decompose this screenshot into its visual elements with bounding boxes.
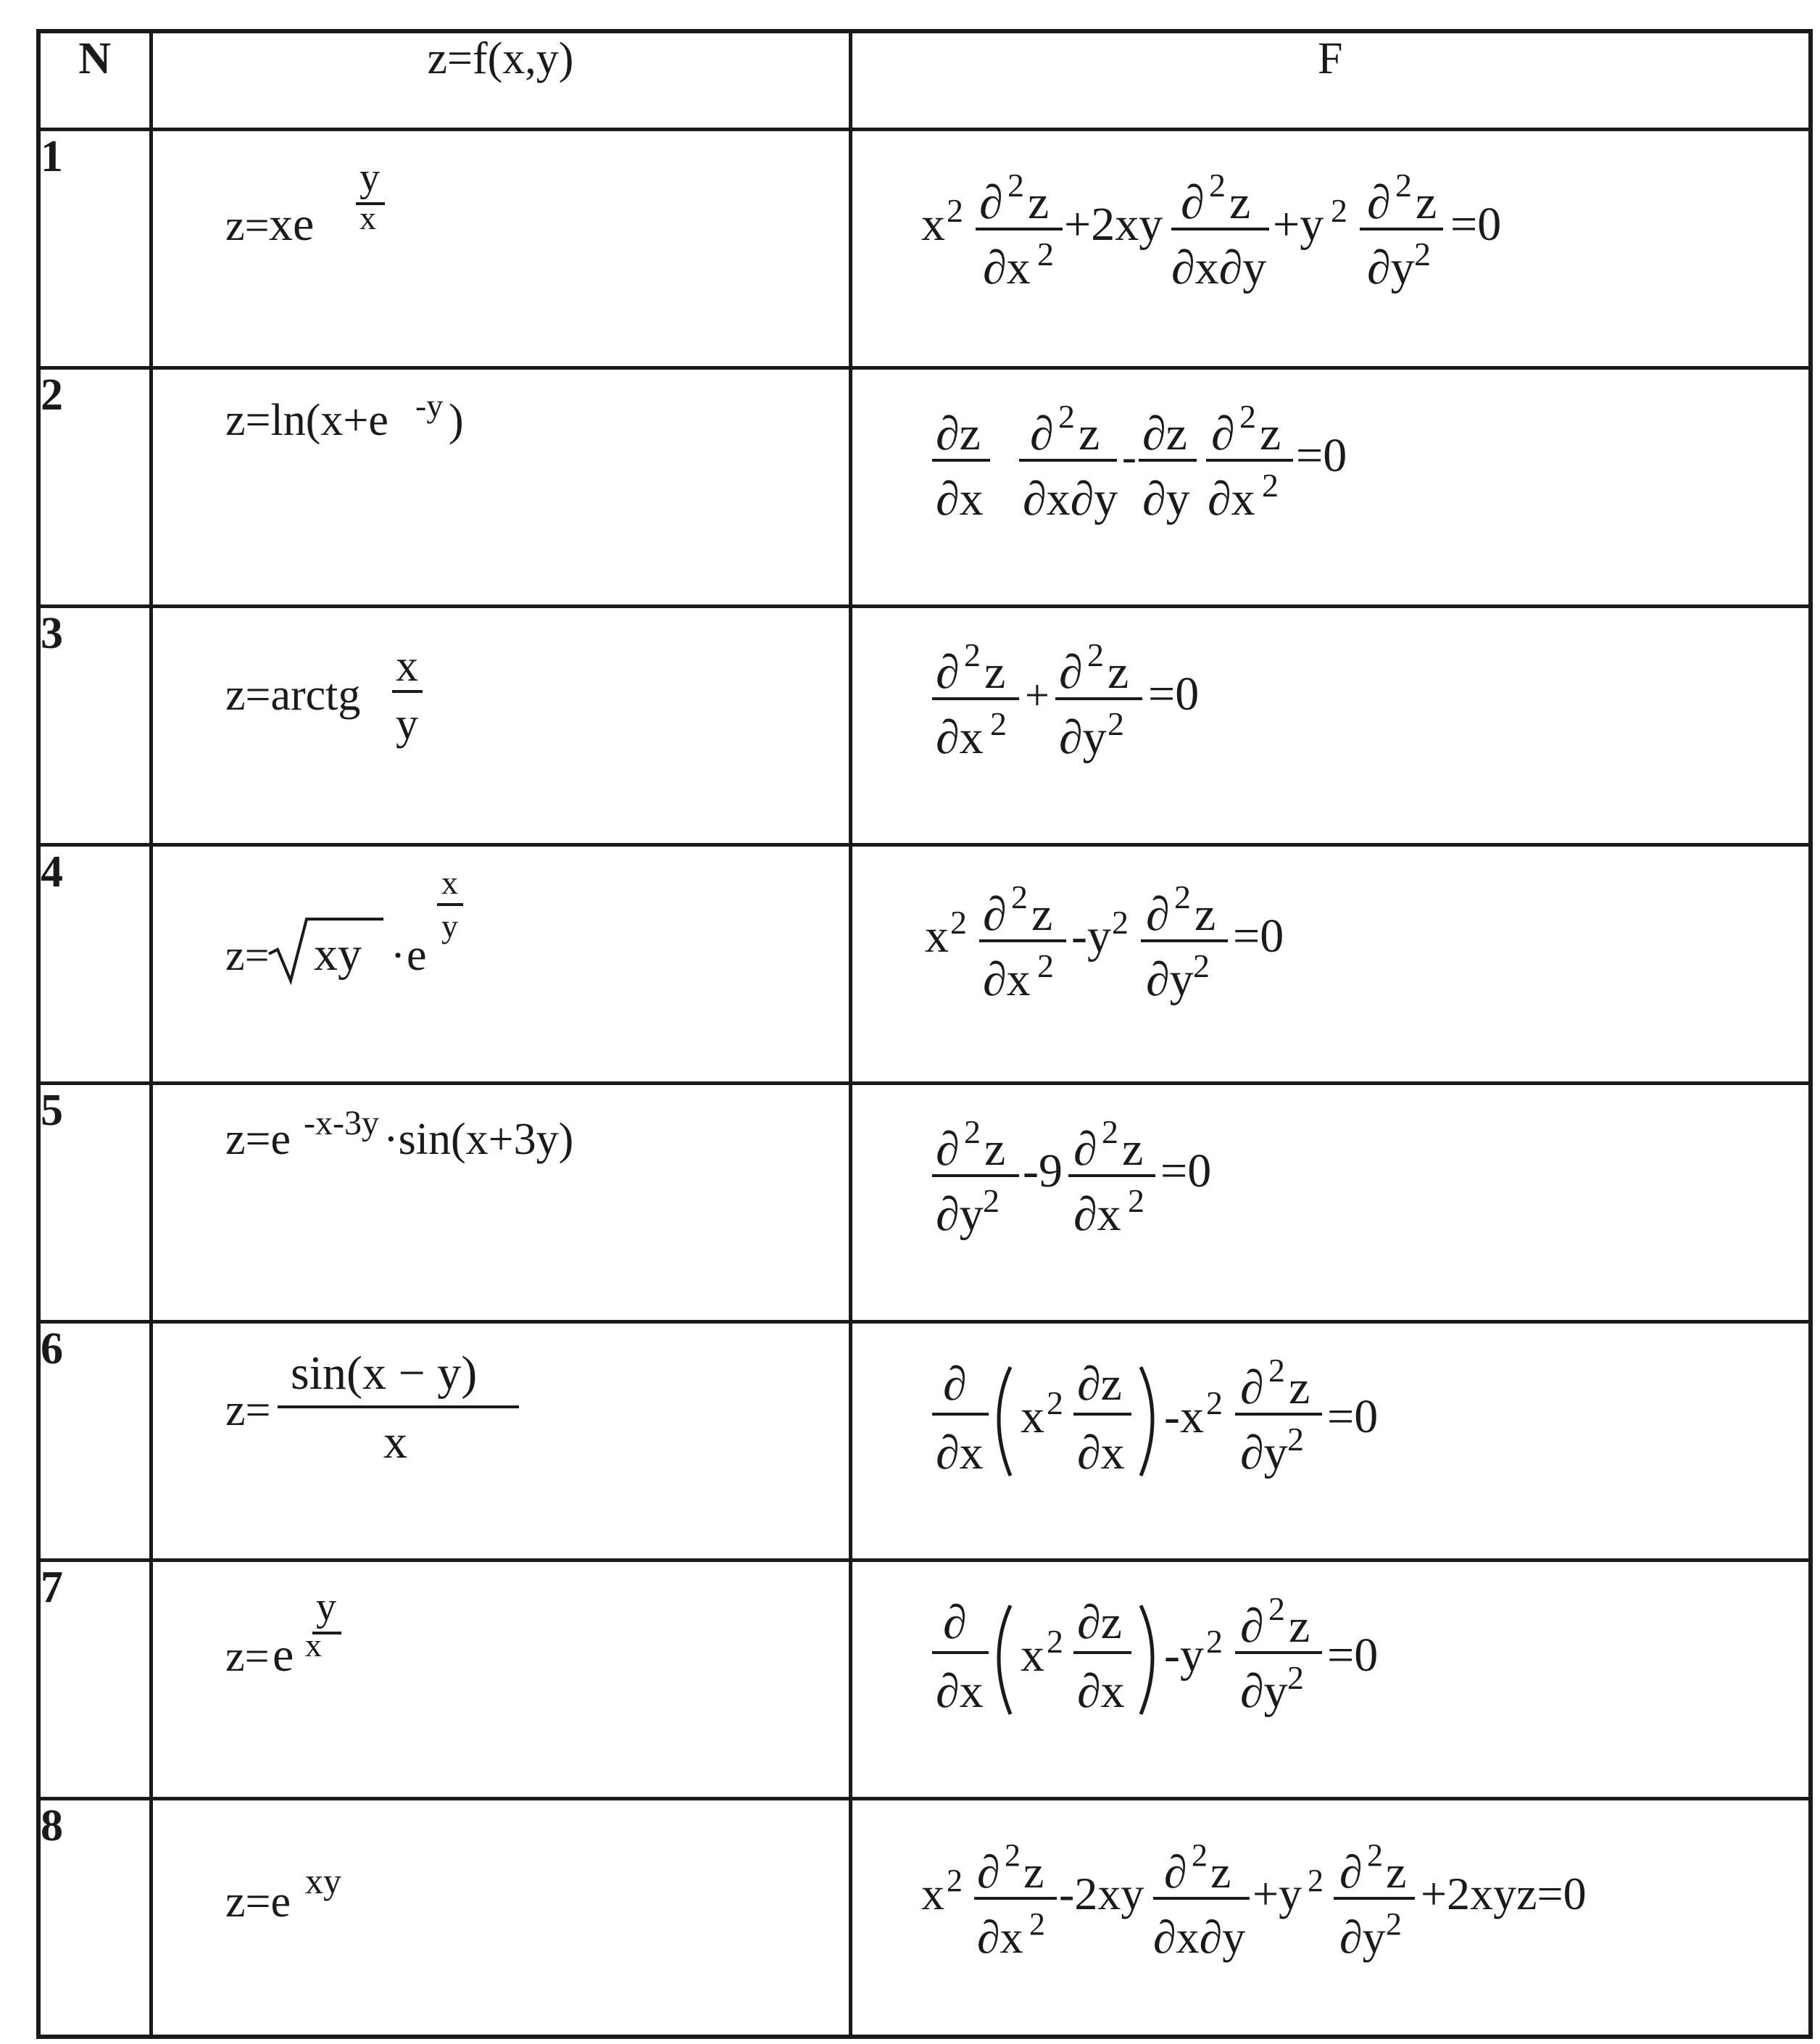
function-cell	[151, 367, 850, 606]
svg-text:2: 2	[1111, 903, 1129, 941]
svg-text:∂x: ∂x	[1076, 1664, 1125, 1718]
svg-text:+: +	[1024, 670, 1050, 719]
svg-text:2: 2	[950, 903, 967, 941]
svg-text:z=: z=	[225, 1632, 269, 1680]
svg-text:=0: =0	[1232, 909, 1284, 963]
function-cell	[151, 1560, 850, 1798]
svg-text:2: 2	[946, 191, 963, 229]
svg-text:∂: ∂	[1180, 175, 1205, 229]
svg-text:z: z	[1210, 1845, 1231, 1898]
svg-text:z: z	[1259, 407, 1281, 460]
header-n: N	[38, 31, 151, 129]
svg-text:2: 2	[1036, 235, 1054, 273]
svg-text:∂x: ∂x	[935, 710, 984, 764]
svg-text:y: y	[441, 907, 458, 944]
row-number: 5	[38, 1083, 151, 1321]
svg-text:x: x	[395, 641, 418, 691]
svg-text:2: 2	[982, 1181, 1000, 1219]
svg-text:z=: z=	[225, 1385, 270, 1435]
row-number: 1	[38, 129, 151, 367]
svg-text:∂: ∂	[1239, 1360, 1264, 1414]
svg-text:2: 2	[1205, 1384, 1223, 1421]
svg-text:∂x: ∂x	[1073, 1187, 1121, 1241]
equation-cell	[850, 1321, 1811, 1560]
svg-text:2: 2	[1307, 1862, 1324, 1898]
function-formula	[153, 370, 849, 602]
svg-text:2: 2	[1107, 705, 1124, 742]
svg-text:z: z	[1288, 1599, 1310, 1653]
svg-text:+2xy: +2xy	[1063, 197, 1163, 251]
svg-text:∂x: ∂x	[1076, 1426, 1125, 1479]
table-row	[38, 1083, 1811, 1321]
svg-text:-y: -y	[415, 386, 443, 424]
svg-text:∂: ∂	[1366, 175, 1391, 229]
svg-text:z: z	[984, 1122, 1005, 1176]
svg-text:-y: -y	[1163, 1628, 1204, 1682]
svg-text:∂: ∂	[982, 887, 1007, 941]
equation-formula	[852, 1562, 1809, 1794]
svg-text:): )	[448, 395, 464, 445]
svg-text:y: y	[395, 699, 418, 749]
svg-text:∂y: ∂y	[1058, 710, 1107, 764]
svg-text:-x-3y: -x-3y	[303, 1103, 379, 1142]
row-number: 4	[38, 844, 151, 1083]
svg-text:-2xy: -2xy	[1058, 1867, 1144, 1919]
svg-text:2: 2	[1010, 878, 1028, 915]
function-cell	[151, 1321, 850, 1560]
svg-text:+y: +y	[1252, 1867, 1302, 1919]
svg-text:2: 2	[963, 1113, 981, 1150]
equation-formula	[852, 1085, 1809, 1317]
function-formula	[153, 1324, 849, 1555]
svg-text:∂y: ∂y	[1145, 952, 1194, 1006]
svg-text:z: z	[1107, 645, 1129, 699]
svg-text:∂: ∂	[935, 645, 960, 699]
svg-text:x: x	[1020, 1389, 1044, 1443]
svg-text:∂: ∂	[1029, 407, 1054, 460]
svg-text:2: 2	[1173, 878, 1191, 915]
svg-text:x: x	[441, 863, 458, 901]
svg-text:2: 2	[1395, 166, 1412, 204]
table-row	[38, 1798, 1811, 2037]
svg-text:xy: xy	[304, 1860, 341, 1901]
svg-text:z: z	[1385, 1845, 1406, 1898]
svg-text:y: y	[315, 1584, 336, 1629]
equation-formula	[852, 1800, 1809, 2032]
svg-text:∂: ∂	[942, 1595, 967, 1649]
svg-text:2: 2	[1192, 947, 1210, 984]
svg-text:x: x	[383, 1415, 407, 1468]
svg-text:∂x∂y: ∂x∂y	[1022, 472, 1118, 525]
svg-text:2: 2	[989, 705, 1007, 742]
svg-text:2: 2	[1191, 1837, 1208, 1873]
svg-text:∂: ∂	[942, 1357, 967, 1411]
equation-cell	[850, 844, 1811, 1083]
function-formula	[153, 608, 849, 840]
row-number: 8	[38, 1798, 151, 2037]
row-number: 2	[38, 367, 151, 606]
svg-text:2: 2	[1036, 947, 1054, 984]
svg-text:x: x	[359, 199, 376, 236]
svg-text:2: 2	[1205, 1622, 1223, 1660]
header-row	[38, 31, 1811, 129]
equation-cell	[850, 367, 1811, 606]
svg-text:2: 2	[1029, 1906, 1045, 1942]
table-row	[38, 367, 1811, 606]
svg-text:∂x: ∂x	[976, 1911, 1023, 1963]
equation-formula	[852, 370, 1809, 602]
function-cell	[151, 844, 850, 1083]
svg-text:sin(x − y): sin(x − y)	[290, 1346, 477, 1400]
svg-text:z: z	[1027, 175, 1049, 229]
svg-text:z=ln(x+e: z=ln(x+e	[225, 395, 388, 445]
svg-text:z=e: z=e	[225, 1114, 291, 1164]
svg-text:=0: =0	[1160, 1144, 1211, 1197]
svg-text:∂x: ∂x	[982, 952, 1031, 1006]
svg-text:∂: ∂	[1210, 407, 1235, 460]
task-table	[36, 29, 1813, 2039]
svg-text:z: z	[1078, 407, 1100, 460]
svg-text:∂x∂y: ∂x∂y	[1171, 241, 1266, 294]
svg-text:2: 2	[1004, 1837, 1021, 1873]
svg-text:z=: z=	[225, 931, 269, 979]
equation-formula	[852, 608, 1809, 840]
svg-text:2: 2	[1086, 636, 1104, 673]
svg-text:∂: ∂	[1058, 645, 1083, 699]
svg-text:x: x	[924, 909, 949, 963]
svg-text:∂x: ∂x	[1207, 472, 1255, 525]
svg-text:x: x	[921, 197, 945, 251]
svg-text:2: 2	[1101, 1113, 1118, 1150]
svg-text:x: x	[921, 1867, 944, 1919]
function-formula	[153, 847, 849, 1079]
svg-text:=0: =0	[1326, 1389, 1378, 1443]
table-row	[38, 1560, 1811, 1798]
table-row	[38, 1321, 1811, 1560]
svg-text:·: ·	[390, 931, 405, 979]
svg-text:z: z	[1121, 1122, 1143, 1176]
svg-text:z: z	[1031, 887, 1052, 941]
svg-text:z: z	[1288, 1360, 1310, 1414]
svg-text:=0: =0	[1295, 428, 1347, 482]
svg-text:2: 2	[946, 1862, 963, 1898]
svg-text:2: 2	[1239, 397, 1256, 435]
function-cell	[151, 1798, 850, 2037]
svg-text:-: -	[1121, 432, 1137, 481]
svg-text:y: y	[359, 154, 380, 200]
svg-text:xe: xe	[268, 197, 314, 251]
svg-text:·sin(x+3y): ·sin(x+3y)	[383, 1114, 573, 1164]
svg-text:∂x: ∂x	[935, 1664, 984, 1718]
svg-text:2: 2	[1268, 1590, 1285, 1627]
function-cell	[151, 1083, 850, 1321]
table-row	[38, 129, 1811, 367]
svg-text:∂x∂y: ∂x∂y	[1152, 1911, 1245, 1963]
svg-text:∂: ∂	[1239, 1599, 1264, 1653]
svg-text:∂z: ∂z	[1076, 1357, 1122, 1411]
svg-text:+2xyz=0: +2xyz=0	[1420, 1867, 1587, 1919]
svg-text:z: z	[1229, 175, 1250, 229]
svg-text:x: x	[1020, 1628, 1044, 1682]
svg-text:∂: ∂	[976, 1845, 1000, 1898]
svg-text:2: 2	[1046, 1384, 1063, 1421]
svg-text:∂: ∂	[935, 1122, 960, 1176]
header-function: z=f(x,y)	[151, 31, 850, 129]
svg-text:2: 2	[1330, 191, 1347, 229]
svg-text:z: z	[984, 645, 1005, 699]
function-cell	[151, 606, 850, 844]
svg-text:-y: -y	[1071, 909, 1111, 963]
svg-text:2: 2	[1046, 1622, 1063, 1660]
svg-text:2: 2	[1268, 1351, 1285, 1389]
svg-text:-9: -9	[1022, 1144, 1063, 1197]
svg-text:∂z: ∂z	[935, 407, 981, 460]
svg-text:x: x	[304, 1626, 322, 1663]
row-number: 7	[38, 1560, 151, 1798]
function-formula	[153, 131, 849, 363]
svg-text:2: 2	[1261, 466, 1279, 504]
svg-text:e: e	[406, 930, 427, 980]
svg-text:∂z: ∂z	[1142, 407, 1187, 460]
row-number: 3	[38, 606, 151, 844]
equation-formula	[852, 1324, 1809, 1555]
svg-text:2: 2	[1287, 1420, 1304, 1458]
equation-formula	[852, 131, 1809, 363]
svg-text:∂x: ∂x	[935, 1426, 984, 1479]
svg-text:∂z: ∂z	[1076, 1595, 1122, 1649]
row-number: 6	[38, 1321, 151, 1560]
svg-text:z: z	[1023, 1845, 1044, 1898]
function-formula	[153, 1800, 849, 2032]
svg-text:2: 2	[1057, 397, 1075, 435]
table-row	[38, 606, 1811, 844]
function-cell	[151, 129, 850, 367]
svg-text:z=e: z=e	[225, 1877, 291, 1927]
equation-cell	[850, 1083, 1811, 1321]
svg-text:=0: =0	[1147, 667, 1199, 720]
svg-text:∂: ∂	[1073, 1122, 1097, 1176]
svg-text:-x: -x	[1163, 1389, 1204, 1443]
svg-text:z: z	[1194, 887, 1216, 941]
svg-text:∂y: ∂y	[1239, 1426, 1288, 1479]
function-formula	[153, 1085, 849, 1317]
svg-text:2: 2	[1208, 166, 1226, 204]
svg-text:z=arctg: z=arctg	[225, 670, 360, 720]
svg-text:=0: =0	[1450, 197, 1501, 251]
function-formula	[153, 1562, 849, 1794]
equation-cell	[850, 1560, 1811, 1798]
equation-cell	[850, 129, 1811, 367]
svg-text:2: 2	[963, 636, 981, 673]
svg-text:e: e	[272, 1628, 294, 1682]
svg-text:∂: ∂	[1163, 1845, 1187, 1898]
svg-text:∂y: ∂y	[1142, 472, 1190, 525]
svg-text:2: 2	[1385, 1906, 1402, 1942]
equation-formula	[852, 847, 1809, 1079]
svg-text:∂y: ∂y	[1366, 241, 1415, 294]
svg-text:xy: xy	[313, 927, 362, 981]
svg-text:z: z	[1415, 175, 1437, 229]
svg-text:∂y: ∂y	[1339, 1911, 1386, 1963]
svg-text:∂: ∂	[1145, 887, 1170, 941]
svg-text:∂x: ∂x	[982, 241, 1031, 294]
svg-text:=0: =0	[1326, 1628, 1378, 1682]
svg-text:∂y: ∂y	[935, 1187, 984, 1241]
svg-text:z=: z=	[225, 201, 269, 249]
svg-text:∂x: ∂x	[935, 472, 984, 525]
svg-text:∂: ∂	[1339, 1845, 1363, 1898]
table-row	[38, 844, 1811, 1083]
svg-text:2: 2	[1366, 1837, 1383, 1873]
header-equation: F	[850, 31, 1811, 129]
svg-text:+y: +y	[1272, 197, 1324, 251]
equation-cell	[850, 1798, 1811, 2037]
svg-text:∂: ∂	[978, 175, 1003, 229]
svg-text:2: 2	[1007, 166, 1024, 204]
svg-text:2: 2	[1287, 1658, 1304, 1696]
svg-text:2: 2	[1413, 235, 1431, 273]
svg-text:2: 2	[1127, 1181, 1144, 1219]
equation-cell	[850, 606, 1811, 844]
svg-text:∂y: ∂y	[1239, 1664, 1288, 1718]
